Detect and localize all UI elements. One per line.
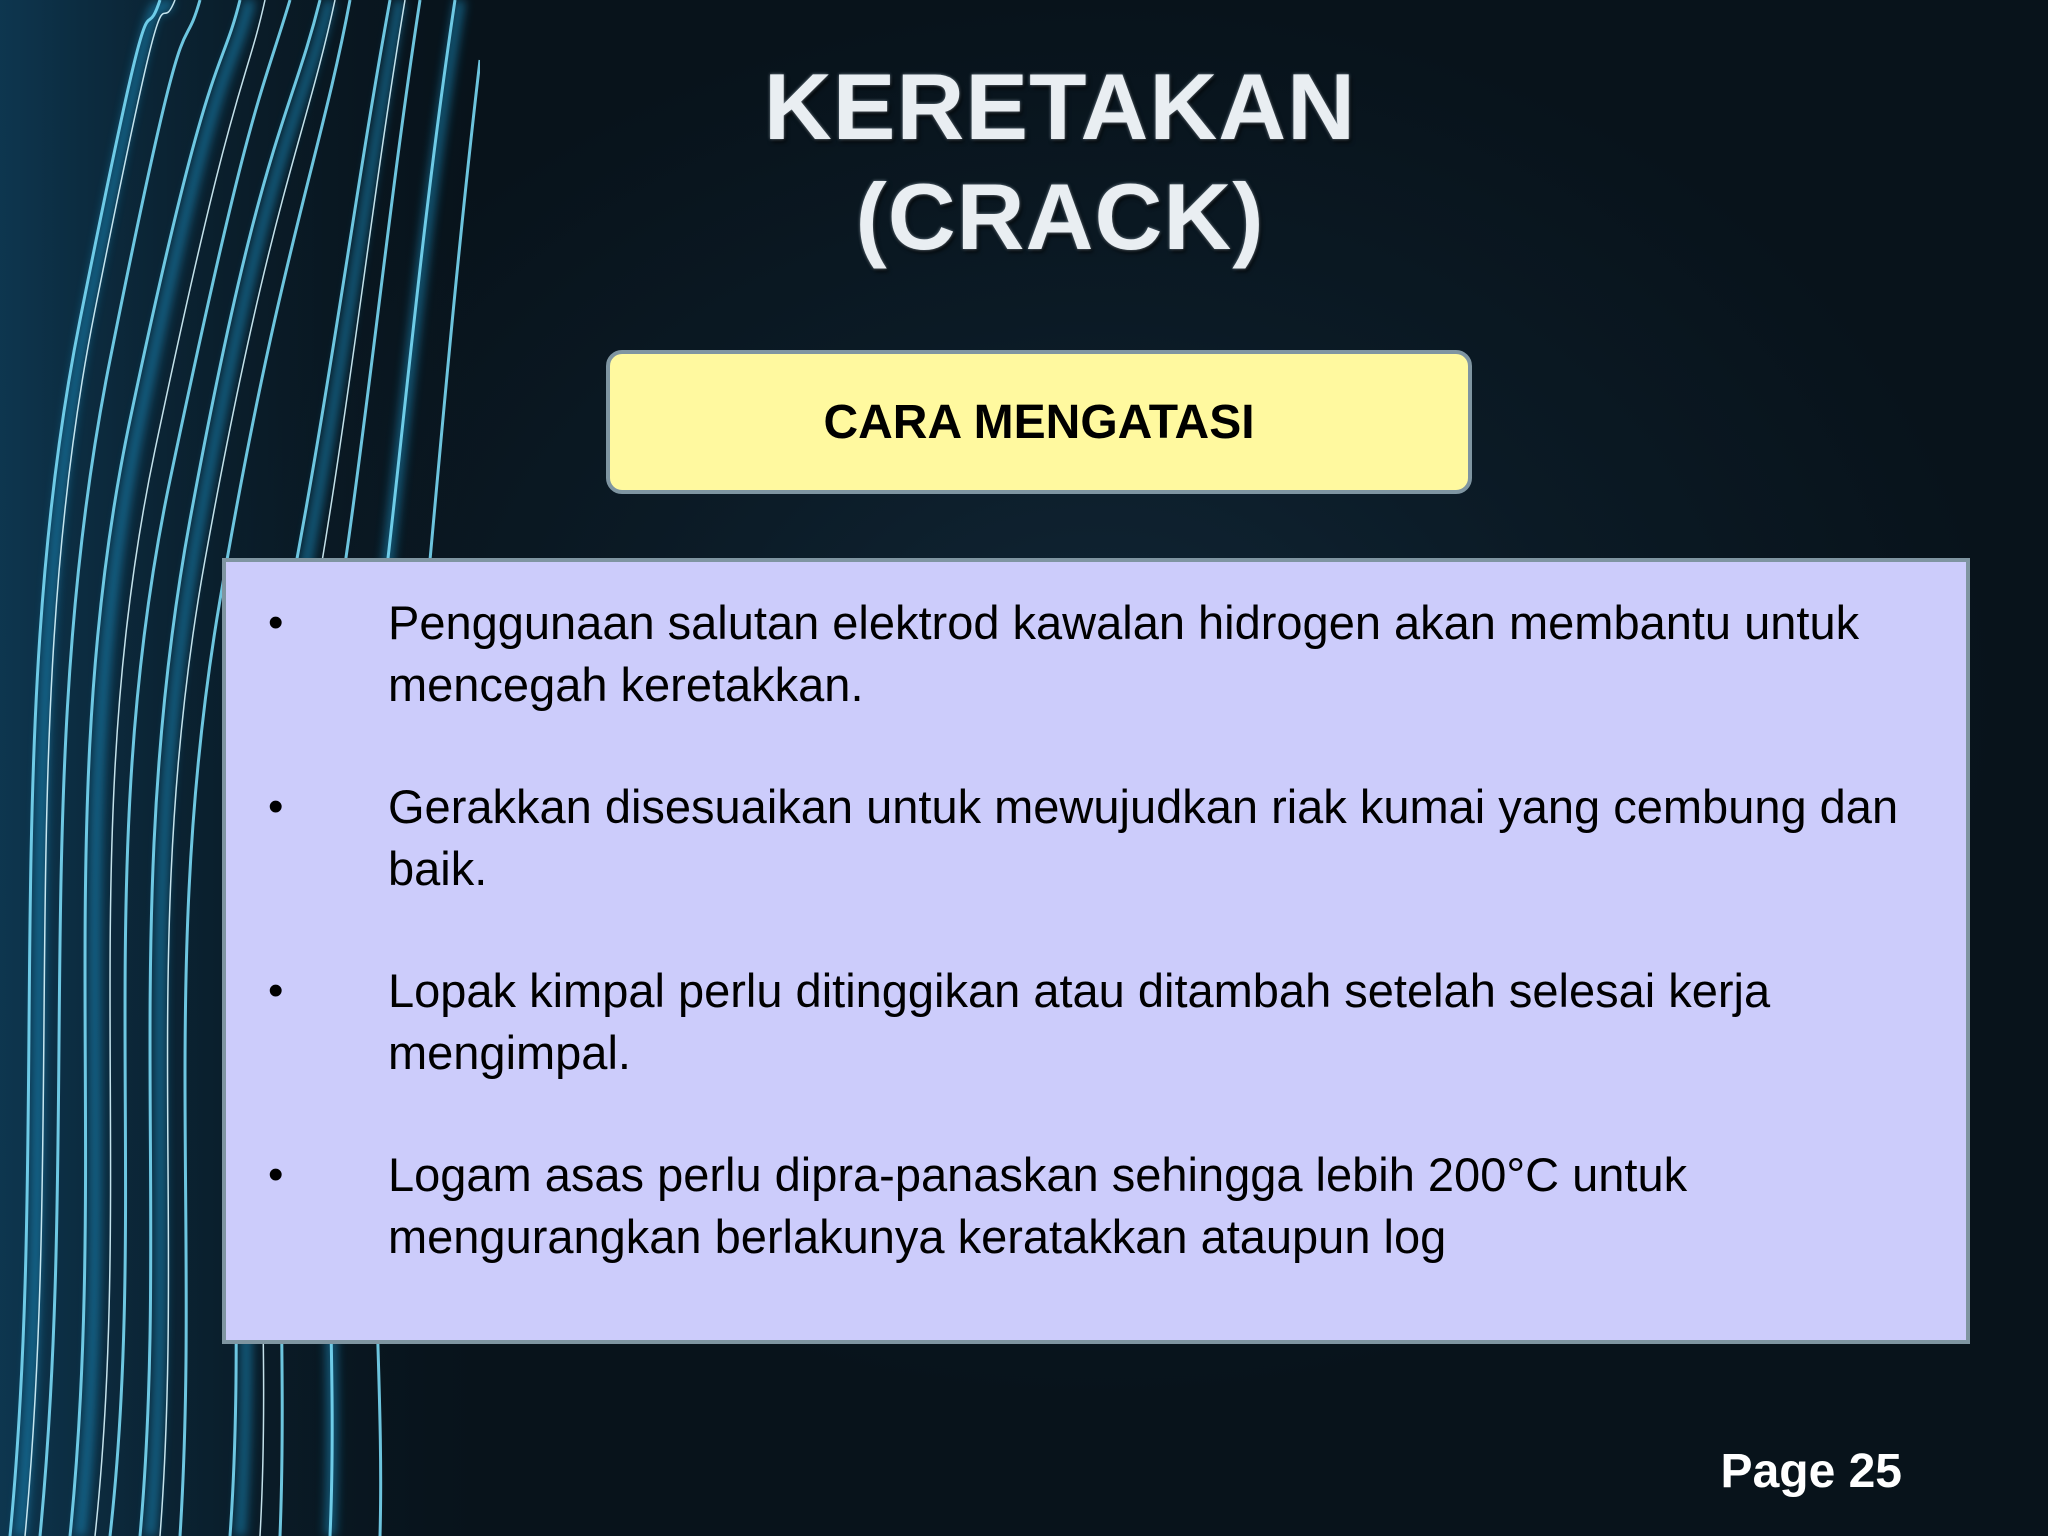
- bullet-item: [246, 592, 1946, 722]
- bullet-icon: •: [268, 1150, 284, 1199]
- bullet-icon: •: [268, 782, 284, 831]
- bullet-text: Penggunaan salutan elektrod kawalan hidrogen akan membantu untuk mencegah keretakkan.: [388, 596, 1860, 711]
- bullet-list-box: [222, 558, 1970, 1344]
- bullet-icon: •: [268, 966, 284, 1015]
- bullet-item: [246, 960, 1946, 1090]
- bullet-text: Logam asas perlu dipra-panaskan sehingga lebih 200°C untuk mengurangkan berlakunya keratakkan ataupun log: [388, 1148, 1688, 1263]
- subtitle-box: [606, 350, 1472, 494]
- bullet-text: Gerakkan disesuaikan untuk mewujudkan riak kumai yang cembung dan baik.: [388, 780, 1899, 895]
- slide-title-line2: (CRACK): [855, 164, 1265, 269]
- slide-title: [700, 52, 1420, 272]
- bullet-text: Lopak kimpal perlu ditinggikan atau ditambah setelah selesai kerja mengimpal.: [388, 964, 1771, 1079]
- subtitle-text: CARA MENGATASI: [823, 395, 1255, 449]
- bullet-item: [246, 776, 1946, 906]
- bullet-item: [246, 1144, 1946, 1274]
- slide-title-line1: KERETAKAN: [763, 54, 1357, 159]
- page-number: Page 25: [1720, 1445, 1902, 1498]
- bullet-icon: •: [268, 598, 284, 647]
